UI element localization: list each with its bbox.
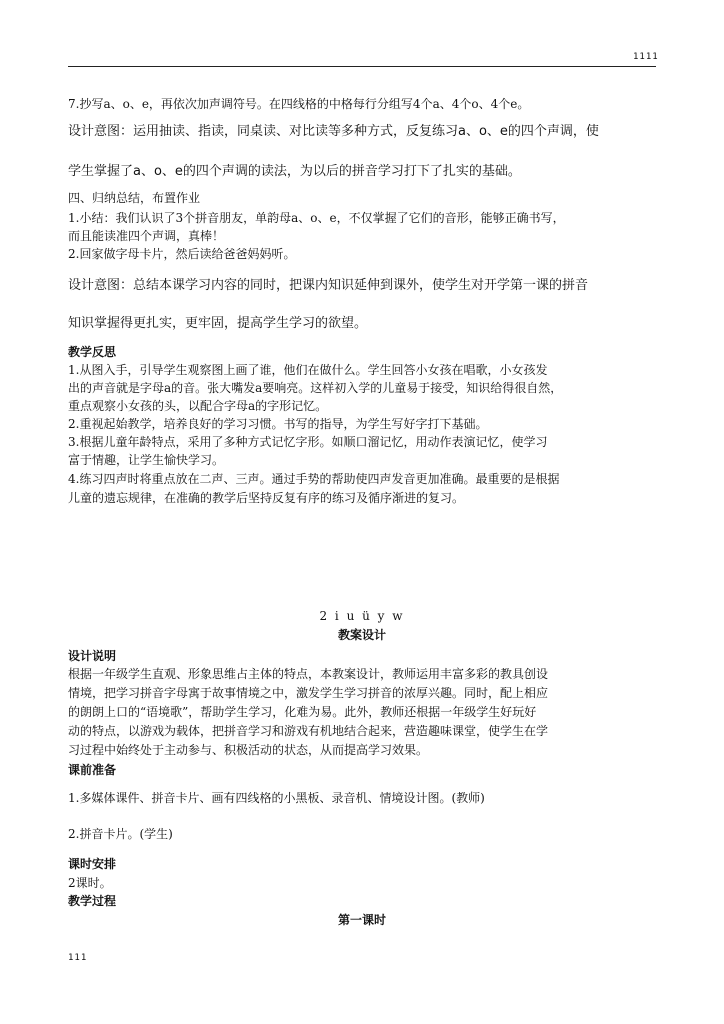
- design-notes-line: 根据一年级学生直观、形象思维占主体的特点，本教案设计，教师运用丰富多彩的教具创设: [68, 667, 549, 681]
- design-intent-1-line2: 学生掌握了a、o、e的四个声调的读法，为以后的拼音学习打下了扎实的基础。: [68, 164, 521, 179]
- lesson-title: 2 i u ü y w: [319, 609, 405, 623]
- reflection-line: 出的声音就是字母a的音。张大嘴发a要响亮。这样初入学的儿童易于接受，知识给得很自然，: [68, 381, 563, 395]
- design-notes-line: 情境，把学习拼音字母寓于故事情境之中，激发学生学习拼音的浓厚兴趣。同时，配上相应: [68, 686, 549, 700]
- summary-line2: 而且能读准四个声调，真棒！: [68, 229, 225, 243]
- preparation-heading: 课前准备: [68, 763, 117, 777]
- header-rule: [68, 66, 656, 67]
- preparation-teacher: 1.多媒体课件、拼音卡片、画有四线格的小黑板、录音机、情境设计图。(教师): [68, 791, 485, 805]
- design-intent-2-line2: 知识掌握得更扎实，更牢固，提高学生学习的欲望。: [68, 316, 368, 331]
- design-intent-1-line1: 设计意图：运用抽读、指读，同桌读、对比读等多种方式，反复练习a、o、e的四个声调，使: [68, 124, 599, 139]
- reflection-line: 3.根据儿童年龄特点，采用了多种方式记忆字形。如顺口溜记忆，用动作表演记忆，使学习: [68, 435, 548, 449]
- reflection-line: 重点观察小女孩的头，以配合字母a的字形记忆。: [68, 399, 328, 413]
- schedule-heading: 课时安排: [68, 857, 117, 871]
- process-heading: 教学过程: [68, 894, 117, 908]
- reflection-heading: 教学反思: [68, 345, 117, 359]
- design-notes-line: 的朗朗上口的“语境歌”，帮助学生学习，化难为易。此外，教师还根据一年级学生好玩好: [68, 705, 537, 719]
- item-7: 7.抄写a、o、e，再依次加声调符号。在四线格的中格每行分组写4个a、4个o、4个e。: [68, 97, 530, 111]
- reflection-line: 富于情趣，让学生愉快学习。: [68, 453, 225, 467]
- header-page-number: 1111: [633, 52, 659, 62]
- design-notes-line: 动的特点，以游戏为载体，把拼音学习和游戏有机地结合起来，营造趣味课堂，使学生在学: [68, 724, 549, 738]
- design-notes-heading: 设计说明: [68, 649, 117, 663]
- schedule-value: 2课时。: [68, 876, 112, 890]
- preparation-student: 2.拼音卡片。(学生): [68, 827, 173, 841]
- summary-line1: 1.小结：我们认识了3个拼音朋友，单韵母a、o、e，不仅掌握了它们的音形，能够正确书写，: [68, 211, 565, 225]
- section-4-heading: 四、归纳总结，布置作业: [68, 191, 201, 205]
- footer-page-number: 111: [68, 953, 88, 963]
- reflection-line: 4.练习四声时将重点放在二声、三声。通过手势的帮助使四声发音更加准确。最重要的是根据: [68, 472, 560, 486]
- design-notes-line: 习过程中始终处于主动参与、积极活动的状态，从而提高学习效果。: [68, 743, 429, 757]
- lesson-subtitle: 教案设计: [337, 628, 386, 642]
- reflection-line: 1.从图入手，引导学生观察图上画了谁，他们在做什么。学生回答小女孩在唱歌，小女孩发: [68, 363, 548, 377]
- homework: 2.回家做字母卡片，然后读给爸爸妈妈听。: [68, 247, 296, 261]
- design-intent-2-line1: 设计意图：总结本课学习内容的同时，把课内知识延伸到课外，使学生对开学第一课的拼音: [68, 278, 589, 293]
- reflection-line: 儿童的遗忘规律，在准确的教学后坚持反复有序的练习及循序渐进的复习。: [68, 491, 465, 505]
- first-lesson-heading: 第一课时: [337, 913, 386, 927]
- reflection-line: 2.重视起始教学，培养良好的学习习惯。书写的指导，为学生写好字打下基础。: [68, 417, 488, 431]
